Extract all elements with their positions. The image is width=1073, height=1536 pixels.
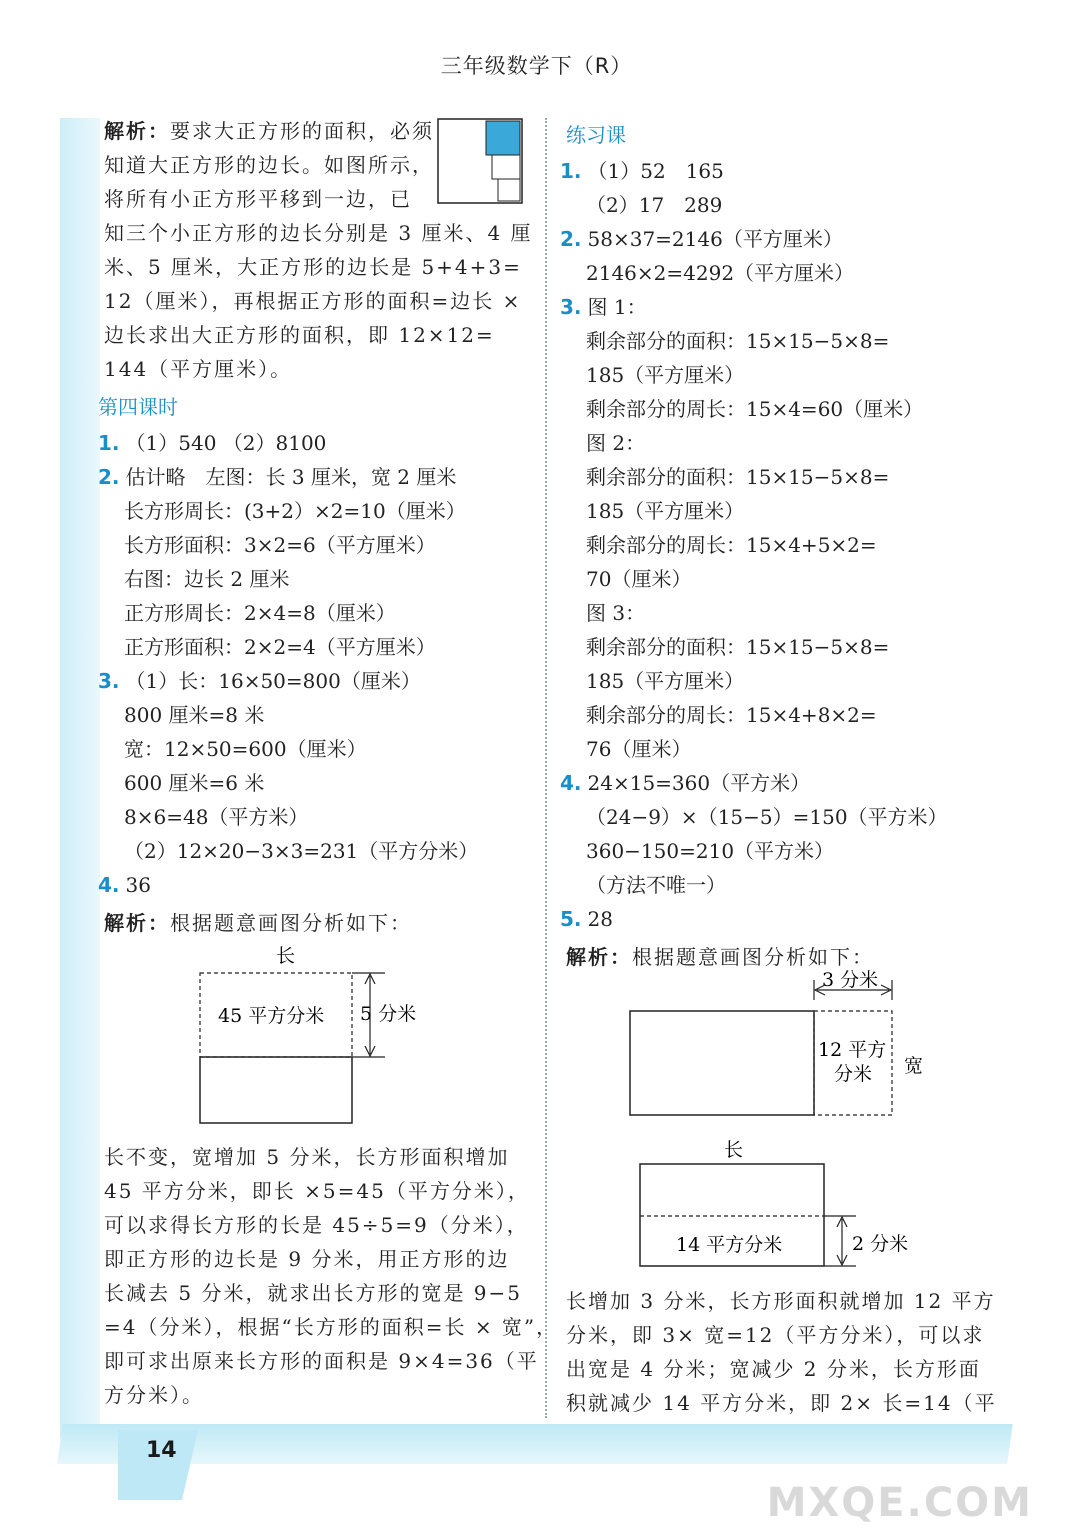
text-line: 积就减少 14 平方分米，即 2× 长=14（平 <box>566 1391 997 1415</box>
jiexi-label: 解析： <box>566 945 632 969</box>
answer: 185（平方厘米） <box>586 363 745 387</box>
answer: 185（平方厘米） <box>586 669 745 693</box>
question-number: 2. <box>560 227 582 251</box>
answer: 长方形周长：(3+2）×2=10（厘米） <box>124 499 466 523</box>
answer: 估计略 左图：长 3 厘米，宽 2 厘米 <box>125 465 457 489</box>
text-line: 方分米）。 <box>104 1383 204 1407</box>
answer: （24−9）×（15−5）=150（平方米） <box>586 805 948 829</box>
question-number: 1. <box>560 159 582 183</box>
right-column <box>560 114 1006 974</box>
fig-top-label: 长 <box>276 945 296 967</box>
answer: 36 <box>125 873 151 897</box>
answer: 70（厘米） <box>586 567 692 591</box>
question-number: 1. <box>98 431 120 455</box>
text-line: 要求大正方形的面积，必须 <box>170 119 434 143</box>
answer: 剩余部分的面积：15×15−5×8= <box>586 465 890 489</box>
answer: 图 2： <box>586 431 646 455</box>
text-line: 12（厘米），再根据正方形的面积=边长 × <box>104 289 522 313</box>
answer: （2）17 289 <box>586 193 723 217</box>
fig-top-label: 3 分米 <box>822 969 879 991</box>
section-title: 练习课 <box>566 123 626 147</box>
answer: （方法不唯一） <box>586 873 726 897</box>
text-line: 144（平方厘米）。 <box>104 357 293 381</box>
answer: 正方形面积：2×2=4（平方厘米） <box>124 635 436 659</box>
text-line: 根据题意画图分析如下： <box>632 945 874 969</box>
question-number: 2. <box>98 465 120 489</box>
fig-area-label: 14 平方分米 <box>676 1234 783 1256</box>
answer: 剩余部分的周长：15×4+8×2= <box>586 703 877 727</box>
fig-area-label-2: 分米 <box>834 1063 873 1085</box>
side-decoration <box>60 118 100 1438</box>
left-column-bottom <box>104 1140 559 1412</box>
jiexi-label: 解析： <box>104 119 170 143</box>
left-rectangle-figure <box>190 940 450 1130</box>
answer: （1）52 165 <box>587 159 724 183</box>
text-line: 米、5 厘米，大正方形的边长是 5+4+3= <box>104 255 522 279</box>
fig-side-label: 宽 <box>904 1055 924 1077</box>
bottom-decoration <box>57 1424 1013 1464</box>
right-rectangle-figure-1 <box>622 960 942 1125</box>
page-number: 14 <box>146 1438 177 1463</box>
text-line: =4（分米），根据“长方形的面积=长 × 宽”， <box>104 1315 559 1339</box>
question-number: 3. <box>560 295 582 319</box>
answer: 800 厘米=8 米 <box>124 703 265 727</box>
fig-side-label: 5 分米 <box>360 1003 417 1025</box>
answer: 360−150=210（平方米） <box>586 839 835 863</box>
answer: （1）长：16×50=800（厘米） <box>125 669 421 693</box>
answer: 宽：12×50=600（厘米） <box>124 737 367 761</box>
question-number: 3. <box>98 669 120 693</box>
fig-area-label-1: 12 平方 <box>818 1039 887 1061</box>
text-line: 长增加 3 分米，长方形面积就增加 12 平方 <box>566 1289 996 1313</box>
question-number: 4. <box>560 771 582 795</box>
answer: 右图：边长 2 厘米 <box>124 567 290 591</box>
answer: 76（厘米） <box>586 737 692 761</box>
text-line: 即正方形的边长是 9 分米，用正方形的边 <box>104 1247 510 1271</box>
answer: 剩余部分的面积：15×15−5×8= <box>586 635 890 659</box>
answer: 图 3： <box>586 601 646 625</box>
answer: 剩余部分的周长：15×4=60（厘米） <box>586 397 924 421</box>
right-column-bottom <box>566 1284 1006 1420</box>
text-line: 知三个小正方形的边长分别是 3 厘米、4 厘 <box>104 221 533 245</box>
text-line: 边长求出大正方形的面积，即 12×12= <box>104 323 495 347</box>
text-line: 知道大正方形的边长。如图所示， <box>104 153 434 177</box>
answer: 185（平方厘米） <box>586 499 745 523</box>
text-line: 将所有小正方形平移到一边，已 <box>104 187 412 211</box>
answer: （1）540 （2）8100 <box>125 431 327 455</box>
text-line: 出宽是 4 分米；宽减少 2 分米，长方形面 <box>566 1357 981 1381</box>
answer: 长方形面积：3×2=6（平方厘米） <box>124 533 436 557</box>
page-header: 三年级数学下（R） <box>440 54 633 78</box>
answer: 正方形周长：2×4=8（厘米） <box>124 601 396 625</box>
answer: 2146×2=4292（平方厘米） <box>586 261 855 285</box>
question-number: 5. <box>560 907 582 931</box>
answer: 24×15=360（平方米） <box>587 771 811 795</box>
text-line: 长不变，宽增加 5 分米，长方形面积增加 <box>104 1145 510 1169</box>
text-line: 可以求得长方形的长是 45÷5=9（分米）， <box>104 1213 529 1237</box>
right-rectangle-figure-2 <box>630 1134 930 1274</box>
answer: 图 1： <box>587 295 647 319</box>
text-line: 长减去 5 分米，就求出长方形的宽是 9−5 <box>104 1281 523 1305</box>
column-divider <box>545 118 547 1418</box>
fig-top-label: 长 <box>724 1139 744 1161</box>
answer: 58×37=2146（平方厘米） <box>587 227 843 251</box>
answer: 600 厘米=6 米 <box>124 771 265 795</box>
fig-area-label: 45 平方分米 <box>218 1005 325 1027</box>
answer: 28 <box>587 907 613 931</box>
question-number: 4. <box>98 873 120 897</box>
left-column <box>98 114 533 940</box>
text-line: 45 平方分米，即长 ×5=45（平方分米）， <box>104 1179 530 1203</box>
jiexi-label: 解析： <box>104 911 170 935</box>
text-line: 分米，即 3× 宽=12（平方分米），可以求 <box>566 1323 985 1347</box>
text-line: 根据题意画图分析如下： <box>170 911 412 935</box>
answer: （2）12×20−3×3=231（平方分米） <box>124 839 479 863</box>
answer: 剩余部分的面积：15×15−5×8= <box>586 329 890 353</box>
answer: 剩余部分的周长：15×4+5×2= <box>586 533 877 557</box>
section-title: 第四课时 <box>98 395 178 419</box>
answer: 8×6=48（平方米） <box>124 805 309 829</box>
fig-side-label: 2 分米 <box>852 1233 909 1255</box>
watermark: MXQE.COM <box>766 1480 1033 1526</box>
text-line: 即可求出原来长方形的面积是 9×4=36（平 <box>104 1349 539 1373</box>
